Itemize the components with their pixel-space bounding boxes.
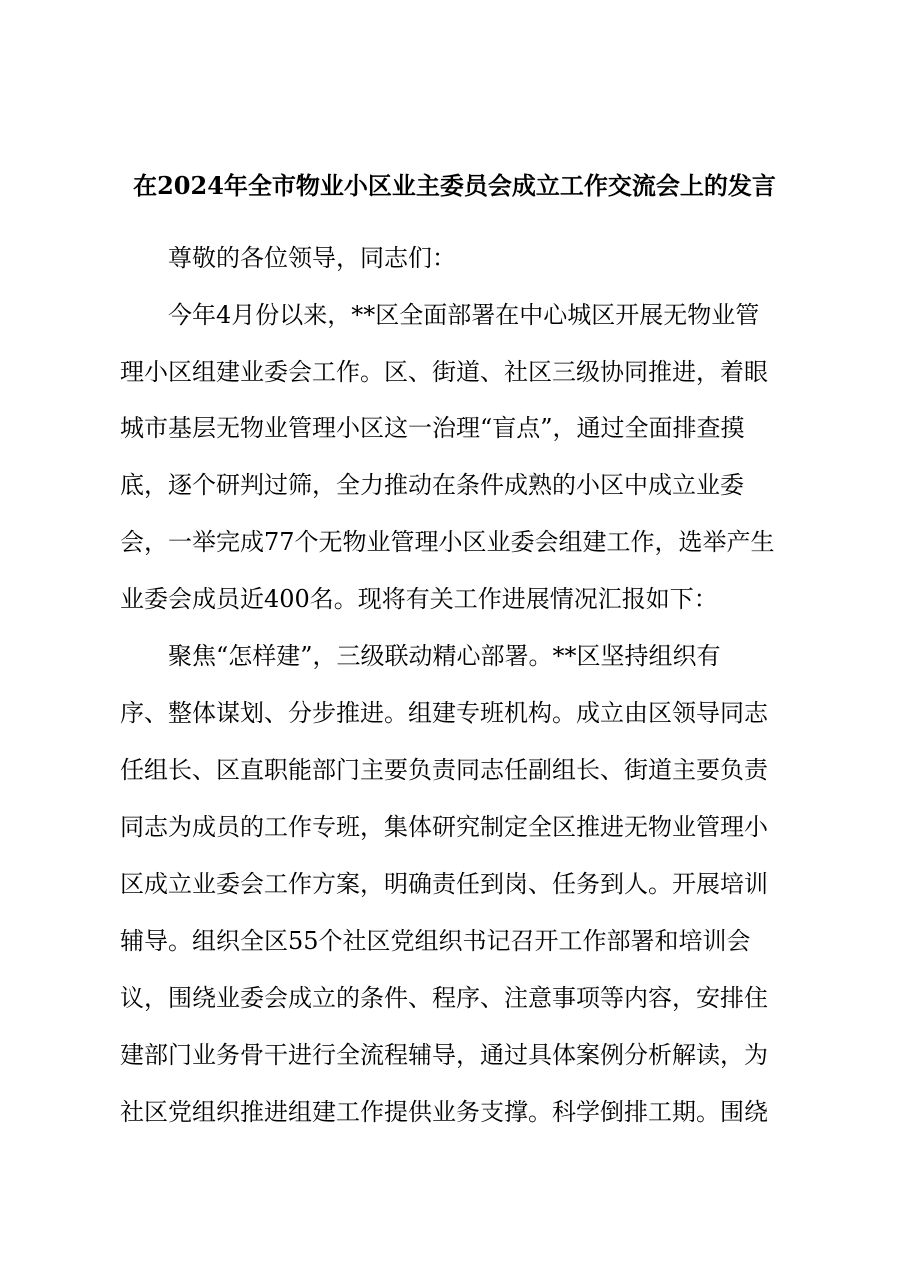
document-title: 在2024年全市物业小区业主委员会成立工作交流会上的发言 bbox=[133, 171, 776, 200]
paragraph-line: 区成立业委会工作方案，明确责任到岗、任务到人。开展培训 bbox=[120, 870, 768, 898]
paragraph-line: 同志为成员的工作专班，集体研究制定全区推进无物业管理小 bbox=[120, 813, 768, 841]
paragraph-line: 建部门业务骨干进行全流程辅导，通过具体案例分析解读，为 bbox=[120, 1041, 768, 1069]
paragraph-line: 底，逐个研判过筛，全力推动在条件成熟的小区中成立业委 bbox=[120, 471, 744, 499]
paragraph-line: 会，一举完成77个无物业管理小区业委会组建工作，选举产生 bbox=[120, 528, 775, 556]
paragraph-line: 辅导。组织全区55个社区党组织书记召开工作部署和培训会 bbox=[120, 927, 751, 955]
paragraph-line: 理小区组建业委会工作。区、街道、社区三级协同推进，着眼 bbox=[120, 358, 768, 386]
paragraph-line: 社区党组织推进组建工作提供业务支撑。科学倒排工期。围绕 bbox=[120, 1098, 768, 1126]
paragraph-line: 城市基层无物业管理小区这一治理“盲点”，通过全面排查摸 bbox=[120, 414, 745, 442]
paragraph-line: 尊敬的各位领导，同志们： bbox=[168, 244, 456, 272]
paragraph-line: 议，围绕业委会成立的条件、程序、注意事项等内容，安排住 bbox=[120, 984, 768, 1012]
paragraph-line: 业委会成员近400名。现将有关工作进展情况汇报如下： bbox=[120, 585, 718, 613]
paragraph-line: 今年4月份以来，**区全面部署在中心城区开展无物业管 bbox=[168, 301, 760, 329]
paragraph-line: 序、整体谋划、分步推进。组建专班机构。成立由区领导同志 bbox=[120, 699, 768, 727]
paragraph-line: 聚焦“怎样建”，三级联动精心部署。**区坚持组织有 bbox=[168, 642, 721, 670]
paragraph-line: 任组长、区直职能部门主要负责同志任副组长、街道主要负责 bbox=[120, 756, 768, 784]
